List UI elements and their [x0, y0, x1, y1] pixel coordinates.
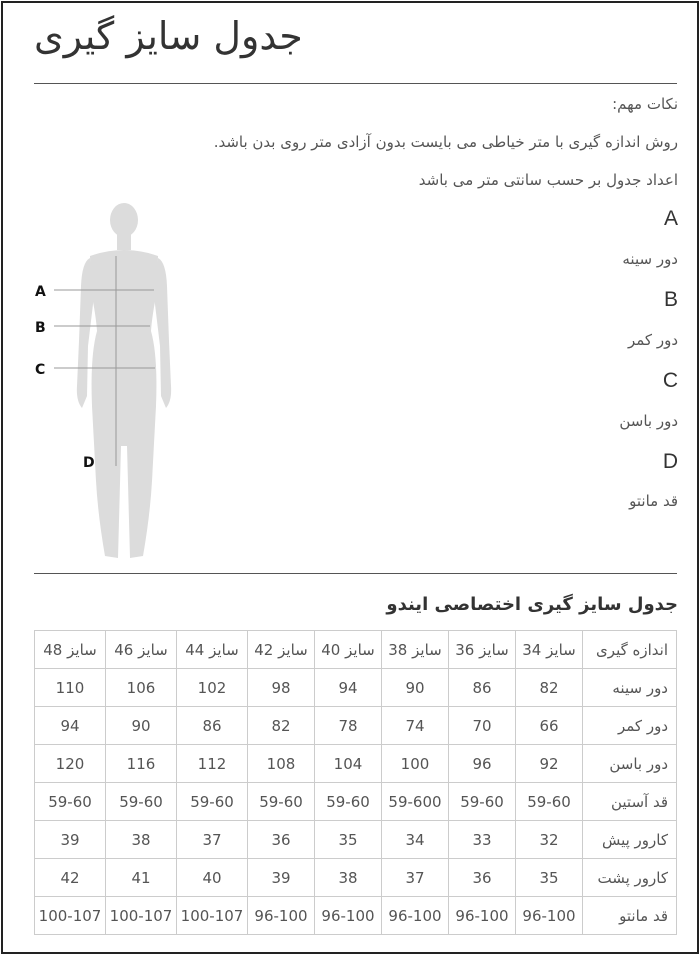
header-cell-size: سایز 46 — [106, 631, 177, 669]
table-row — [35, 897, 677, 935]
value-cell: 39 — [35, 821, 106, 859]
value-cell: 37 — [382, 859, 449, 897]
row-label-cell: قد مانتو — [583, 897, 677, 935]
value-cell: 70 — [449, 707, 516, 745]
value-cell: 82 — [516, 669, 583, 707]
table-row — [35, 745, 677, 783]
value-cell: 100-107 — [35, 897, 106, 935]
table-row — [35, 669, 677, 707]
notes-line-2: اعداد جدول بر حسب سانتی متر می باشد — [418, 171, 678, 189]
value-cell: 59-60 — [35, 783, 106, 821]
value-cell: 36 — [449, 859, 516, 897]
value-cell: 100-107 — [106, 897, 177, 935]
value-cell: 92 — [516, 745, 583, 783]
page-title: جدول سایز گیری — [34, 14, 303, 58]
value-cell: 90 — [106, 707, 177, 745]
body-figure-illustration — [24, 196, 184, 576]
size-table-body — [35, 631, 677, 935]
value-cell: 66 — [516, 707, 583, 745]
size-table — [34, 630, 677, 935]
measure-label-c: دور باسن — [619, 412, 678, 430]
measure-letter-c: C — [662, 369, 678, 392]
value-cell: 102 — [177, 669, 248, 707]
measure-label-d: قد مانتو — [629, 492, 678, 510]
notes-line-1: روش اندازه گیری با متر خیاطی می بایست بدون آزادی متر روی بدن باشد. — [213, 133, 678, 151]
row-label-cell: دور باسن — [583, 745, 677, 783]
value-cell: 96-100 — [315, 897, 382, 935]
value-cell: 41 — [106, 859, 177, 897]
figure-label-b: B — [35, 320, 46, 336]
value-cell: 39 — [248, 859, 315, 897]
row-label-cell: کارور پشت — [583, 859, 677, 897]
value-cell: 106 — [106, 669, 177, 707]
header-cell-size: سایز 44 — [177, 631, 248, 669]
value-cell: 112 — [177, 745, 248, 783]
value-cell: 59-60 — [177, 783, 248, 821]
measure-label-a: دور سینه — [622, 250, 678, 268]
table-row — [35, 707, 677, 745]
value-cell: 100-107 — [177, 897, 248, 935]
value-cell: 120 — [35, 745, 106, 783]
row-label-cell: دور کمر — [583, 707, 677, 745]
value-cell: 37 — [177, 821, 248, 859]
row-label-cell: دور سینه — [583, 669, 677, 707]
value-cell: 110 — [35, 669, 106, 707]
value-cell: 96-100 — [449, 897, 516, 935]
value-cell: 108 — [248, 745, 315, 783]
value-cell: 82 — [248, 707, 315, 745]
measure-letter-a: A — [663, 207, 678, 230]
body-silhouette — [77, 203, 171, 558]
value-cell: 59-600 — [382, 783, 449, 821]
value-cell: 34 — [382, 821, 449, 859]
measure-letter-b: B — [663, 288, 678, 311]
measure-letter-d: D — [662, 450, 678, 473]
value-cell: 59-60 — [248, 783, 315, 821]
value-cell: 98 — [248, 669, 315, 707]
value-cell: 38 — [106, 821, 177, 859]
header-cell-size: سایز 40 — [315, 631, 382, 669]
value-cell: 35 — [315, 821, 382, 859]
table-row — [35, 783, 677, 821]
value-cell: 59-60 — [106, 783, 177, 821]
value-cell: 96 — [449, 745, 516, 783]
value-cell: 33 — [449, 821, 516, 859]
value-cell: 86 — [449, 669, 516, 707]
value-cell: 74 — [382, 707, 449, 745]
header-cell-size: سایز 34 — [516, 631, 583, 669]
value-cell: 35 — [516, 859, 583, 897]
figure-label-a: A — [35, 284, 46, 300]
value-cell: 38 — [315, 859, 382, 897]
value-cell: 36 — [248, 821, 315, 859]
row-label-cell: قد آستین — [583, 783, 677, 821]
notes-heading: نکات مهم: — [612, 95, 678, 113]
table-row — [35, 821, 677, 859]
value-cell: 40 — [177, 859, 248, 897]
value-cell: 94 — [315, 669, 382, 707]
value-cell: 96-100 — [248, 897, 315, 935]
value-cell: 96-100 — [382, 897, 449, 935]
value-cell: 59-60 — [315, 783, 382, 821]
table-row — [35, 859, 677, 897]
figure-label-c: C — [35, 362, 46, 378]
table-header-row — [35, 631, 677, 669]
value-cell: 32 — [516, 821, 583, 859]
figure-label-d: D — [83, 455, 95, 471]
header-cell-size: سایز 48 — [35, 631, 106, 669]
value-cell: 94 — [35, 707, 106, 745]
value-cell: 86 — [177, 707, 248, 745]
value-cell: 96-100 — [516, 897, 583, 935]
value-cell: 116 — [106, 745, 177, 783]
value-cell: 42 — [35, 859, 106, 897]
table-title: جدول سایز گیری اختصاصی ایندو — [386, 594, 678, 615]
measure-label-b: دور کمر — [627, 331, 678, 349]
title-divider — [34, 83, 677, 84]
value-cell: 90 — [382, 669, 449, 707]
value-cell: 59-60 — [449, 783, 516, 821]
header-cell-measure: اندازه گیری — [583, 631, 677, 669]
header-cell-size: سایز 38 — [382, 631, 449, 669]
header-cell-size: سایز 42 — [248, 631, 315, 669]
header-cell-size: سایز 36 — [449, 631, 516, 669]
value-cell: 104 — [315, 745, 382, 783]
row-label-cell: کارور پیش — [583, 821, 677, 859]
value-cell: 78 — [315, 707, 382, 745]
value-cell: 59-60 — [516, 783, 583, 821]
value-cell: 100 — [382, 745, 449, 783]
section-divider — [34, 573, 677, 574]
